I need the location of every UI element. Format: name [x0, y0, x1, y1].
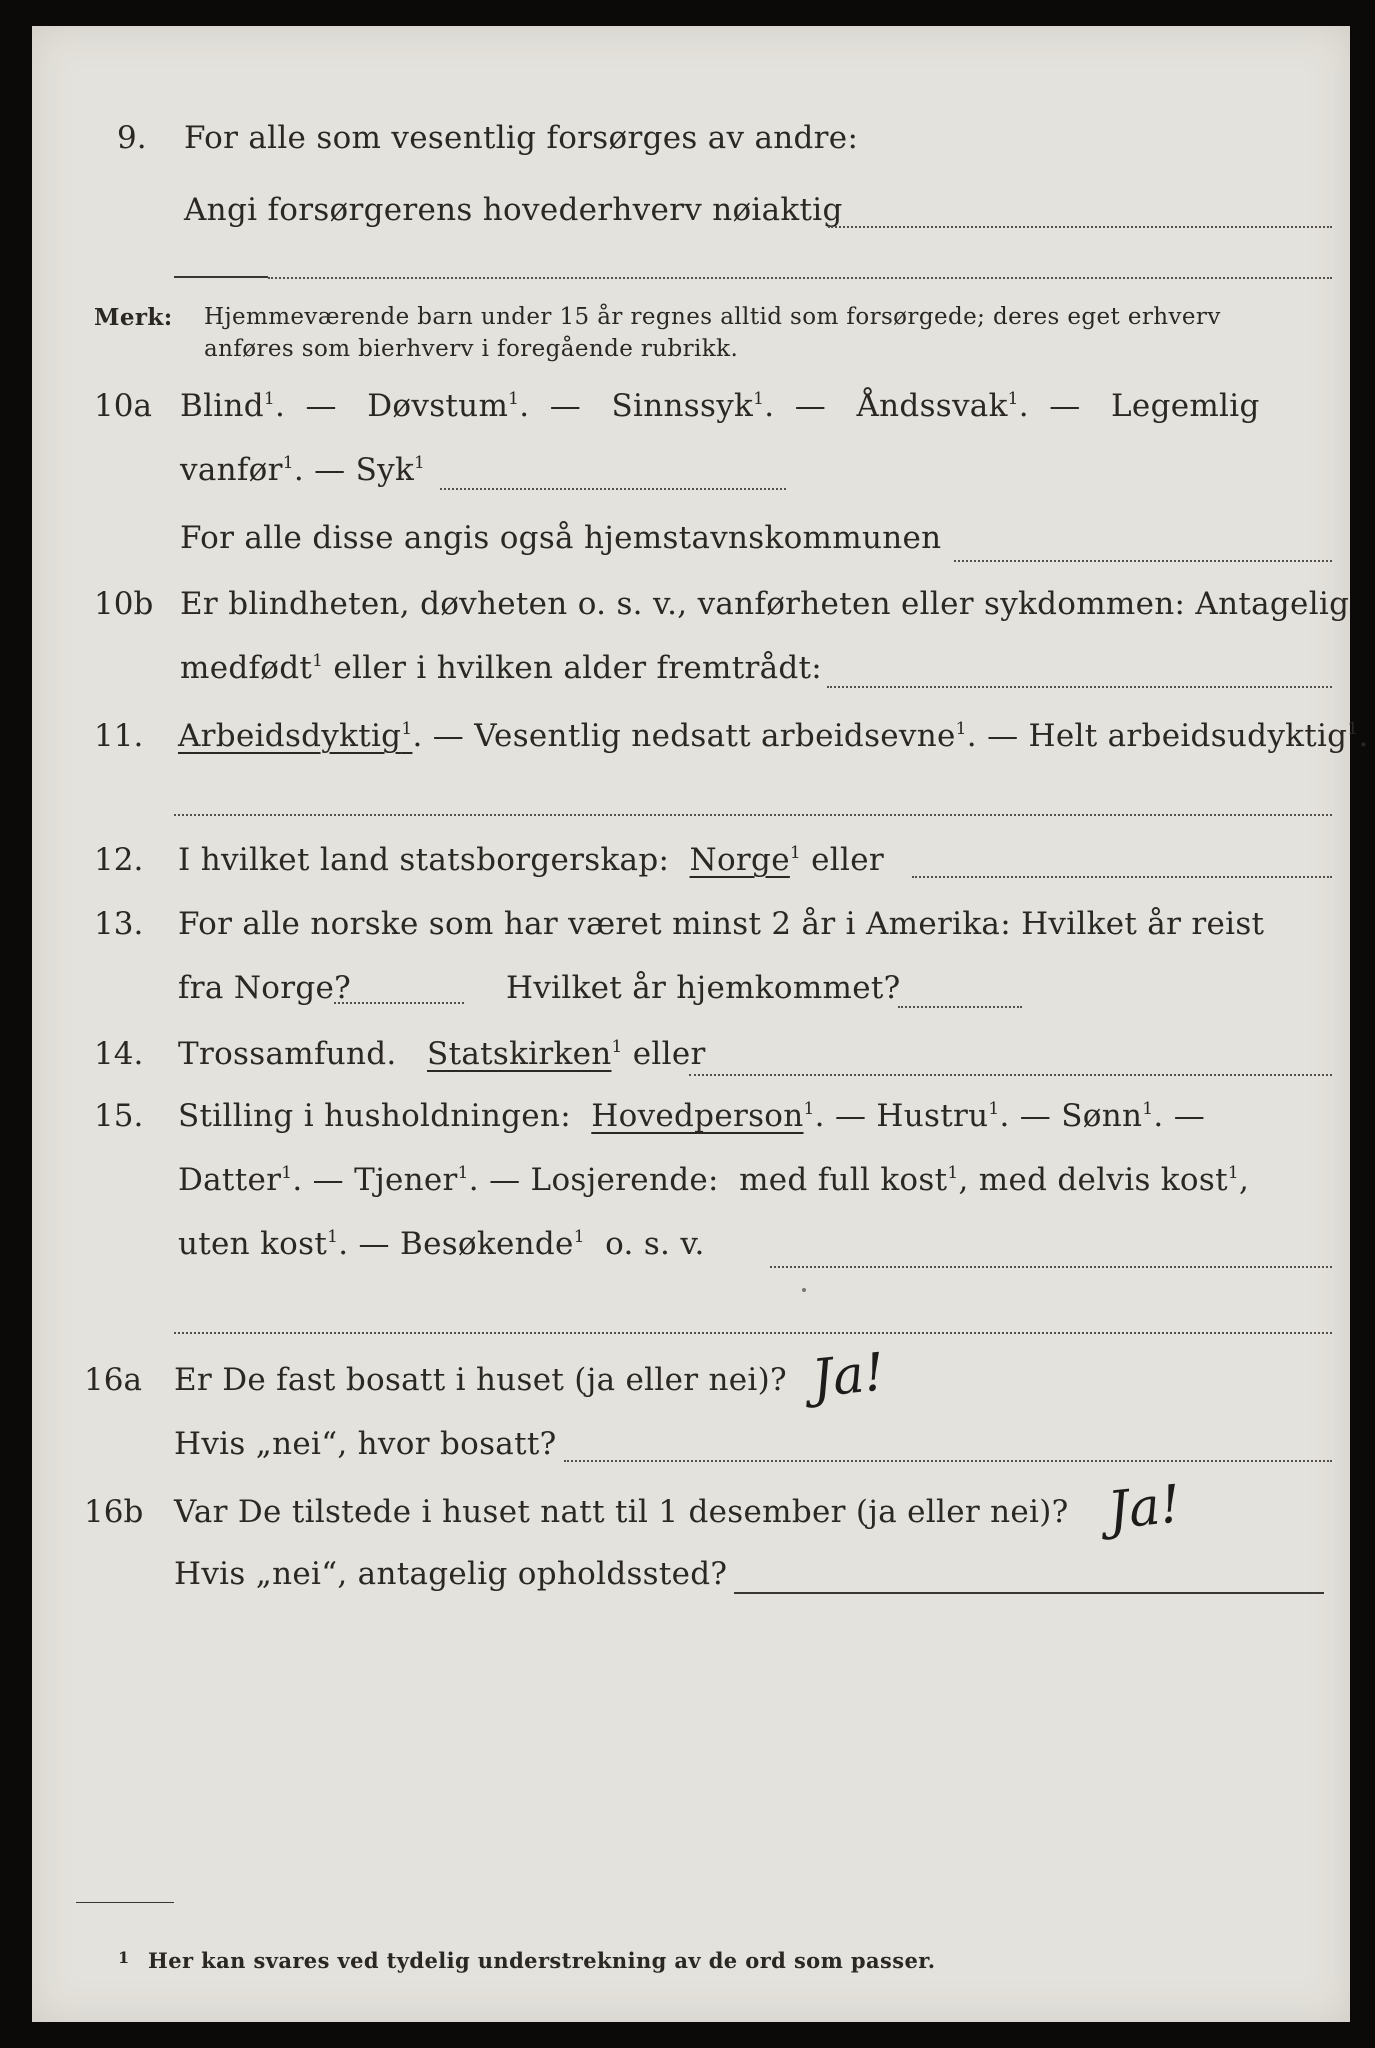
option-syk[interactable]: Syk [355, 452, 415, 488]
q9-short-rule [174, 276, 268, 278]
q12-answer-line[interactable] [912, 876, 1332, 878]
q13-fra-answer-line[interactable] [334, 1002, 464, 1004]
q16a-handwritten-answer: Ja! [809, 1342, 888, 1410]
option-norge[interactable]: Norge [689, 842, 790, 878]
q9-line1: For alle som vesentlig forsørges av andre: [184, 120, 859, 156]
option-sonn[interactable]: . — Sønn [999, 1098, 1143, 1134]
q10a-number: 10a [94, 388, 152, 424]
option-dovstum[interactable]: Døvstum [367, 388, 509, 424]
option-medfodt[interactable]: medfødt [180, 650, 313, 686]
option-nedsatt[interactable]: . — Vesentlig nedsatt arbeidsevne [412, 718, 956, 754]
census-form-page [32, 26, 1369, 2022]
q13-line1: For alle norske som har været minst 2 år i Amerika: Hvilket år reist [178, 906, 1265, 942]
stray-mark [802, 1288, 806, 1292]
option-blind[interactable]: Blind [180, 388, 264, 424]
option-udyktig[interactable]: . — Helt arbeidsudyktig [966, 718, 1348, 754]
q16b-handwritten-answer: Ja! [1105, 1474, 1184, 1542]
q15-number: 15. [94, 1098, 144, 1134]
q11-answer-line[interactable] [174, 814, 1332, 816]
q16a-line2: Hvis „nei“, hvor bosatt? [174, 1426, 557, 1462]
option-delvis-kost[interactable]: , med delvis kost [958, 1162, 1228, 1198]
option-arbeidsdyktig[interactable]: Arbeidsdyktig$^1$ [178, 718, 413, 754]
q16a-number: 16a [84, 1362, 142, 1398]
q10a-line2: vanfør$^1$. — Syk$^1$ [180, 452, 426, 488]
q11-number: 11. [94, 718, 144, 754]
q10a-line1: Blind$^1$. — Døvstum$^1$. — Sinnssyk$^1$. — Åndssvak$^1$. — Legemlig [180, 388, 1260, 424]
q16b-number: 16b [84, 1494, 144, 1530]
q14-line: Trossamfund. Statskirken$^1$ eller [178, 1036, 706, 1072]
q15-line2: Datter$^1$. — Tjener$^1$. — Losjerende: med full kost$^1$, med delvis kost$^1$, [178, 1162, 1250, 1198]
q10a-kommune-line[interactable] [954, 560, 1332, 562]
option-hustru[interactable]: . — Hustru [814, 1098, 989, 1134]
q9-line2: Angi forsørgerens hovederhverv nøiaktig [184, 192, 843, 228]
option-datter[interactable]: Datter [178, 1162, 282, 1198]
q9-answer-line-2[interactable] [268, 277, 1332, 279]
q13-hjem-answer-line[interactable] [898, 1006, 1022, 1008]
option-vanfor[interactable]: vanfør [180, 452, 283, 488]
q12-number: 12. [94, 842, 144, 878]
option-tjener[interactable]: . — Tjener [292, 1162, 458, 1198]
q15-line1: Stilling i husholdningen: Hovedperson$^1$. — Hustru$^1$. — Sønn$^1$. — [178, 1098, 1206, 1134]
q16a-answer-line[interactable] [564, 1460, 1332, 1462]
q9-answer-line[interactable] [828, 226, 1332, 228]
footnote-rule [76, 1902, 174, 1903]
q9-number: 9. [117, 120, 147, 156]
merk-line1: Hjemmeværende barn under 15 år regnes alltid som forsørgede; deres eget erhverv [204, 304, 1221, 330]
q10b-line1: Er blindheten, døvheten o. s. v., vanførheten eller sykdommen: Antagelig [180, 586, 1350, 622]
q16a-line1: Er De fast bosatt i huset (ja eller nei)? [174, 1362, 787, 1398]
merk-label: Merk: [94, 304, 173, 331]
q14-number: 14. [94, 1036, 144, 1072]
option-legemlig[interactable]: Legemlig [1111, 388, 1260, 424]
q13-number: 13. [94, 906, 144, 942]
option-statskirken[interactable]: Statskirken [427, 1036, 612, 1072]
q16b-line1: Var De tilstede i huset natt til 1 desember (ja eller nei)? [174, 1494, 1069, 1530]
q10b-number: 10b [94, 586, 154, 622]
option-sinnssyk[interactable]: Sinnssyk [611, 388, 754, 424]
q10b-line2: medfødt$^1$ eller i hvilken alder fremtrådt: [180, 650, 823, 686]
q15-answer-line-2[interactable] [174, 1332, 1332, 1334]
option-uten-kost[interactable]: uten kost [178, 1226, 328, 1262]
q15-answer-line[interactable] [770, 1266, 1332, 1268]
q10a-line3: For alle disse angis også hjemstavnskommunen [180, 520, 942, 556]
footnote-text: Her kan svares ved tydelig understrekning av de ord som passer. [148, 1948, 936, 1973]
q12-line: I hvilket land statsborgerskap: Norge$^1$ eller [178, 842, 884, 878]
q13-fra-norge: fra Norge? [178, 970, 352, 1006]
q13-hjemkommet: Hvilket år hjemkommet? [506, 970, 901, 1006]
option-losjerende[interactable]: . — Losjerende: [468, 1162, 719, 1198]
option-andssvak[interactable]: Åndssvak [856, 388, 1008, 424]
option-full-kost[interactable]: med full kost [739, 1162, 948, 1198]
option-hovedperson[interactable]: Hovedperson [591, 1098, 804, 1134]
q15-line3: uten kost$^1$. — Besøkende$^1$ o. s. v. [178, 1226, 705, 1262]
q14-answer-line[interactable] [689, 1074, 1332, 1076]
q11-line1: Arbeidsdyktig$^1$. — Vesentlig nedsatt arbeidsevne$^1$. — Helt arbeidsudyktig$^1$. [178, 718, 1369, 754]
q16b-answer-line[interactable] [734, 1592, 1324, 1594]
q10b-answer-line[interactable] [827, 686, 1332, 688]
q10a-answer-line[interactable] [440, 488, 786, 490]
merk-line2: anføres som bierhverv i foregående rubrikk. [204, 336, 739, 362]
q16b-line2: Hvis „nei“, antagelig opholdssted? [174, 1556, 728, 1592]
footnote-mark: 1 [118, 1948, 130, 1967]
option-besokende[interactable]: . — Besøkende [338, 1226, 574, 1262]
